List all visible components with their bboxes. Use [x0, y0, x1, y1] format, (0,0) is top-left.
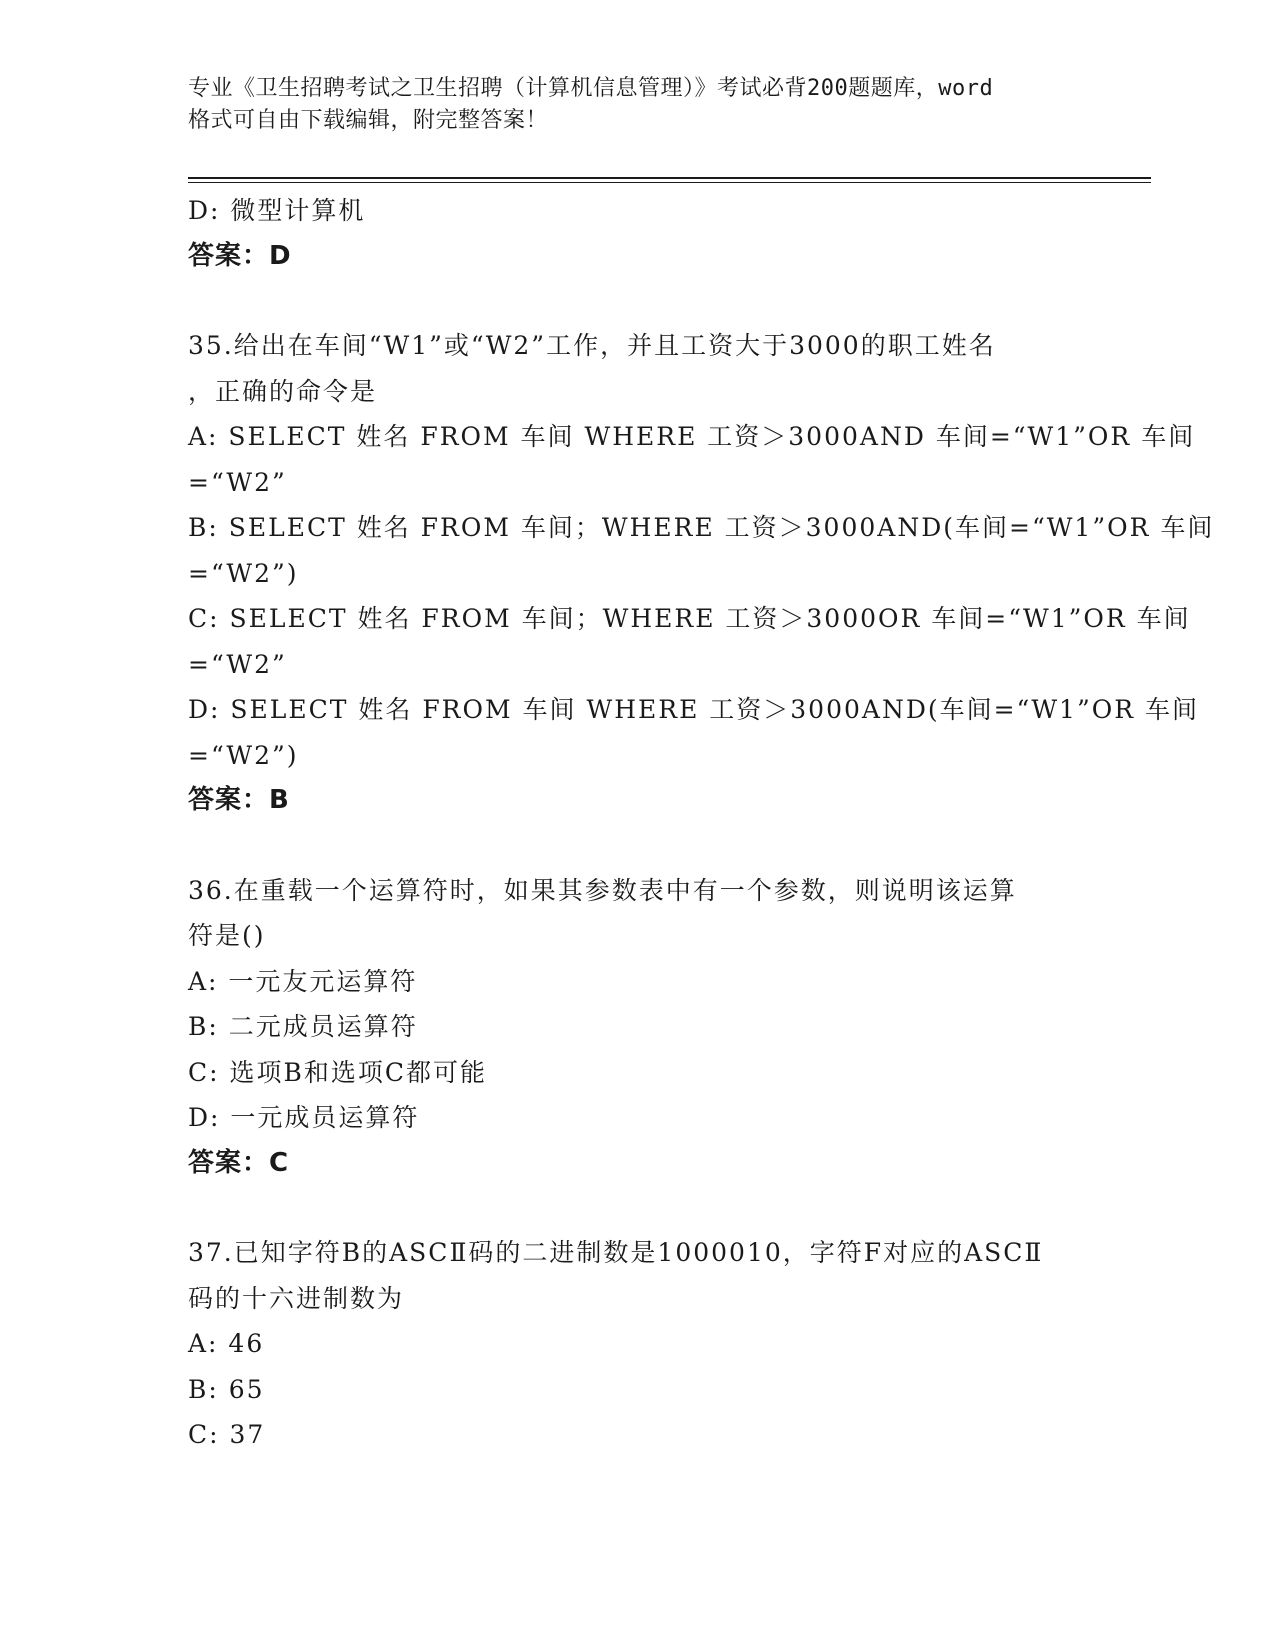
- question-stem-continued: ，正确的命令是: [188, 376, 378, 406]
- option-b: B: 65: [188, 1374, 265, 1404]
- header-title-line-1: 专业《卫生招聘考试之卫生招聘（计算机信息管理）》考试必背200题题库，word: [188, 76, 994, 101]
- option-d-continued: =“W2”): [188, 740, 299, 770]
- question-36: [188, 868, 1088, 1187]
- document-header: [188, 73, 1088, 137]
- answer-line: 答案：C: [188, 1147, 290, 1178]
- spacer: [188, 1186, 1088, 1230]
- option-c: C: SELECT 姓名 FROM 车间；WHERE 工资＞3000OR 车间=“W1”OR 车间: [188, 604, 1191, 633]
- question-stem: 35.给出在车间“W1”或“W2”工作，并且工资大于3000的职工姓名: [188, 331, 996, 360]
- previous-question-tail: [188, 188, 1088, 279]
- question-stem: 36.在重载一个运算符时，如果其参数表中有一个参数，则说明该运算: [188, 875, 1017, 905]
- answer-line: 答案：D: [188, 240, 292, 271]
- question-stem: 37.已知字符B的ASCⅡ码的二进制数是1000010，字符F对应的ASCⅡ: [188, 1238, 1044, 1267]
- option-b-continued: =“W2”): [188, 558, 299, 588]
- option-a: A: SELECT 姓名 FROM 车间 WHERE 工资＞3000AND 车间=“W1”OR 车间: [188, 422, 1196, 451]
- option-d: D: 微型计算机: [188, 196, 366, 225]
- question-content: [188, 188, 1215, 1458]
- header-divider-thick: [188, 177, 1151, 179]
- option-c-continued: =“W2”: [188, 649, 287, 679]
- option-c: C: 选项B和选项C都可能: [188, 1057, 487, 1087]
- option-b: B: 二元成员运算符: [188, 1012, 418, 1041]
- spacer: [188, 824, 1088, 868]
- option-b: B: SELECT 姓名 FROM 车间；WHERE 工资＞3000AND(车间=“W1”OR 车间: [188, 513, 1215, 542]
- header-divider-thin: [188, 182, 1151, 183]
- option-a: A: 一元友元运算符: [188, 966, 418, 996]
- question-35: [188, 323, 1215, 824]
- header-title-line-2: 格式可自由下载编辑，附完整答案！: [188, 108, 549, 133]
- question-stem-continued: 码的十六进制数为: [188, 1283, 405, 1313]
- option-a: A: 46: [188, 1329, 265, 1358]
- option-d: D: SELECT 姓名 FROM 车间 WHERE 工资＞3000AND(车间=“W1”OR 车间: [188, 695, 1199, 724]
- spacer: [188, 279, 1088, 323]
- answer-line: 答案：B: [188, 785, 290, 815]
- question-stem-continued: 符是(): [188, 921, 266, 950]
- option-d: D: 一元成员运算符: [188, 1103, 420, 1132]
- question-37: [188, 1230, 1088, 1458]
- option-a-continued: =“W2”: [188, 467, 287, 497]
- option-c: C: 37: [188, 1420, 266, 1449]
